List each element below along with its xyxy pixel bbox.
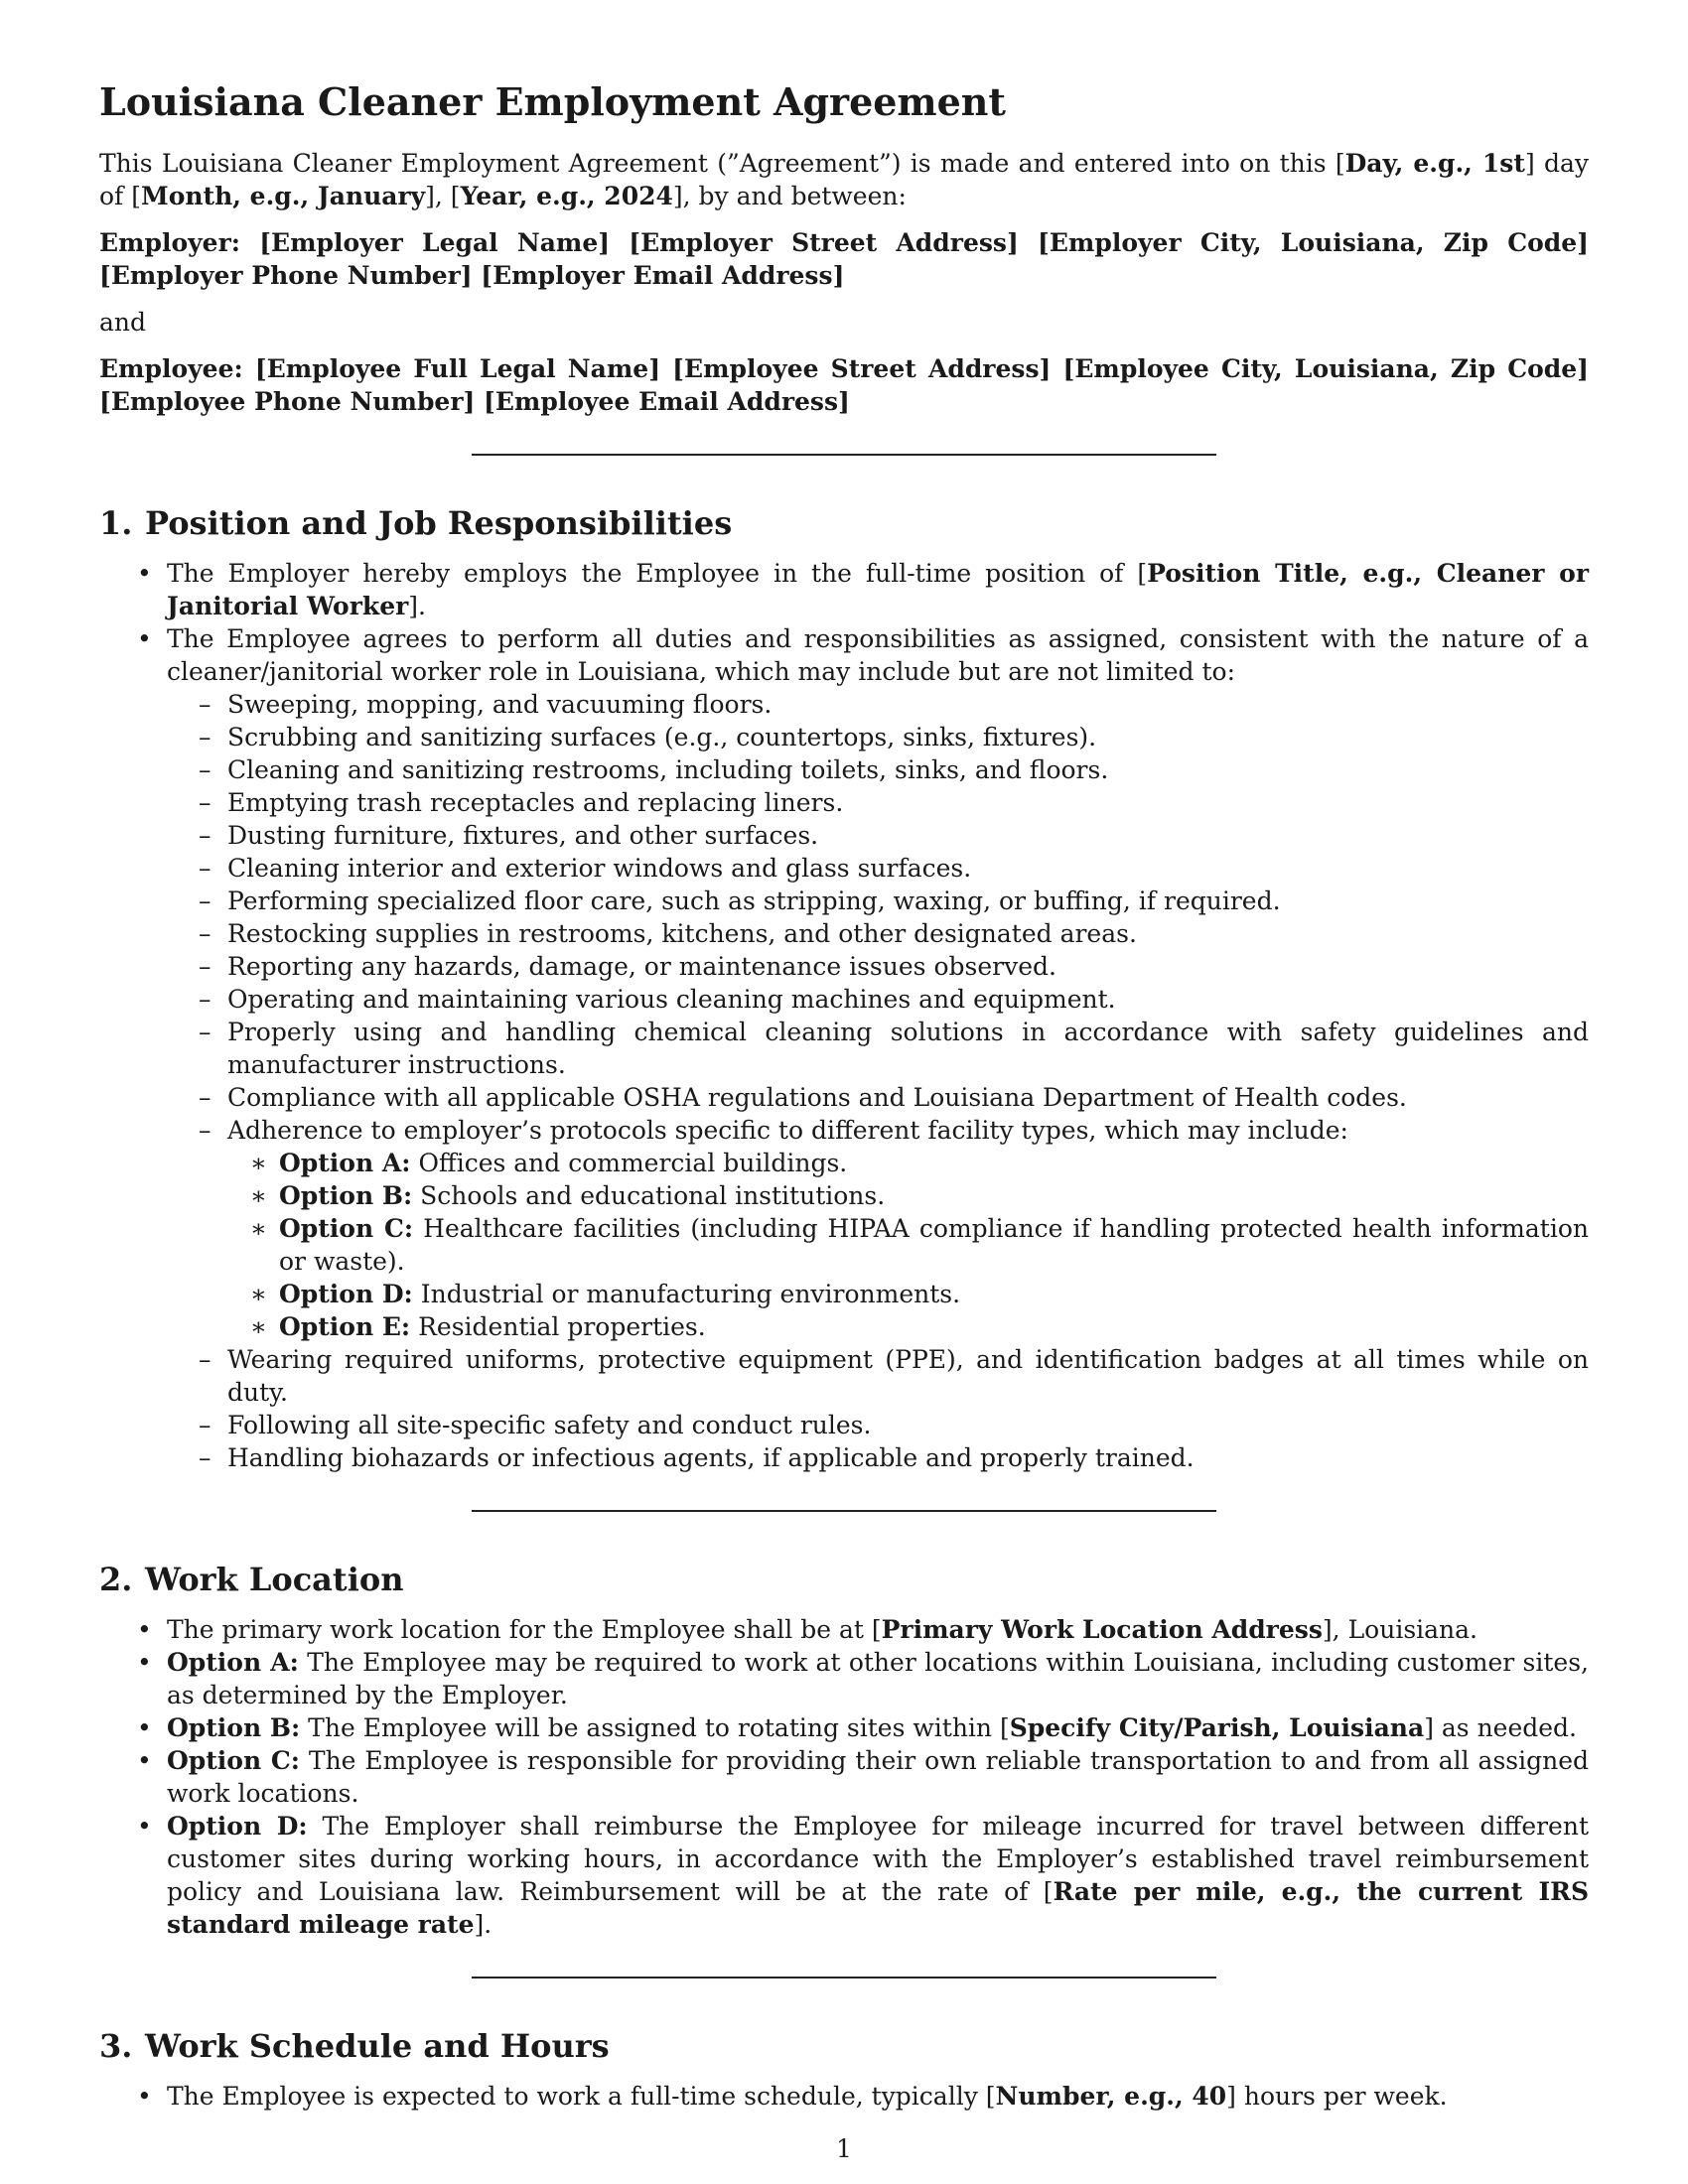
duty-item: – Scrubbing and sanitizing surfaces (e.g., countertops, sinks, fixtures). (99, 721, 1589, 753)
section-2-list (99, 1613, 1589, 1941)
section-3-heading (99, 2026, 1589, 2066)
section-3-list (99, 2080, 1589, 2113)
duty-item: – Dusting furniture, fixtures, and other surfaces. (99, 819, 1589, 852)
intro-text: ], [ (425, 182, 461, 210)
duty-item (99, 1114, 1589, 1343)
and-text: and (99, 308, 147, 337)
document-page (99, 79, 1589, 2113)
employer-block (99, 226, 1589, 292)
mileage-rate-placeholder: Rate per mile, e.g., the current IRS standard mileage rate (167, 1877, 1589, 1939)
facility-option (99, 1212, 1589, 1278)
list-item-text: The Employer hereby employs the Employee in the full-time position of [ (167, 559, 1148, 588)
option-text: The Employer shall reimburse the Employee for mileage incurred for travel between different customer sites during working hours, in accordance with the Employer’s established travel reimbursement policy and Louisiana law. Reimbursement will be at the rate of [ (167, 1812, 1590, 1906)
intro-paragraph (99, 147, 1589, 212)
section-1-list (99, 557, 1589, 1474)
work-location-placeholder: Primary Work Location Address (881, 1615, 1323, 1644)
employee-block (99, 352, 1589, 418)
option-label: Option B: (279, 1181, 413, 1210)
list-item-text: ]. (408, 592, 426, 620)
duty-item: – Properly using and handling chemical cleaning solutions in accordance with safety guidelines and manufacturer instructions. (99, 1016, 1589, 1081)
option-text: Schools and educational institutions. (420, 1181, 886, 1210)
duties-list (167, 688, 1589, 1474)
list-item (99, 1810, 1589, 1941)
list-item (99, 1711, 1589, 1744)
list-item-text: ], Louisiana. (1322, 1615, 1478, 1644)
option-text: Healthcare facilities (including HIPAA compliance if handling protected health information or waste). (279, 1214, 1589, 1276)
option-label: Option B: (167, 1713, 301, 1742)
option-text: The Employee may be required to work at other locations within Louisiana, including customer sites, as determined by the Employer. (167, 1648, 1589, 1709)
section-2-heading (99, 1560, 1589, 1599)
list-item (99, 557, 1589, 622)
duty-item: – Operating and maintaining various cleaning machines and equipment. (99, 983, 1589, 1016)
section-1-heading (99, 503, 1589, 543)
duty-item: – Emptying trash receptacles and replacing liners. (99, 786, 1589, 819)
list-item (99, 1744, 1589, 1810)
duty-item: – Sweeping, mopping, and vacuuming floors. (99, 688, 1589, 721)
section-number: 3. (99, 2027, 133, 2065)
duty-item: – Cleaning interior and exterior windows and glass surfaces. (99, 852, 1589, 885)
position-title-placeholder: Position Title, e.g., Cleaner or Janitorial Worker (167, 559, 1589, 620)
facility-option (99, 1179, 1589, 1212)
duty-item: – Performing specialized floor care, such as stripping, waxing, or buffing, if required. (99, 885, 1589, 917)
option-label: Option D: (167, 1812, 308, 1841)
list-item-text: ] hours per week. (1226, 2082, 1448, 2111)
employer-label: Employer: (99, 228, 240, 257)
month-placeholder: Month, e.g., January (141, 182, 426, 210)
duty-item: – Following all site-specific safety and conduct rules. (99, 1409, 1589, 1441)
section-divider (472, 454, 1216, 456)
option-text: Offices and commercial buildings. (418, 1149, 848, 1177)
section-number: 2. (99, 1561, 133, 1598)
list-item (99, 1613, 1589, 1646)
document-title: Louisiana Cleaner Employment Agreement (99, 79, 1006, 124)
day-placeholder: Day, e.g., 1st (1344, 149, 1525, 178)
list-item (99, 622, 1589, 1474)
list-item-text: The Employee is expected to work a full-time schedule, typically [ (167, 2082, 996, 2111)
section-title: Work Schedule and Hours (145, 2027, 610, 2065)
option-text: The Employee will be assigned to rotating sites within [ (308, 1713, 1010, 1742)
section-title: Work Location (145, 1561, 404, 1598)
facility-option (99, 1147, 1589, 1179)
duty-item: – Reporting any hazards, damage, or maintenance issues observed. (99, 950, 1589, 983)
list-item-text: The Employee agrees to perform all duties and responsibilities as assigned, consistent with the nature of a cleaner/janitorial worker role in Louisiana, which may include but are not limited to: (167, 624, 1589, 686)
option-text: ] as needed. (1424, 1713, 1578, 1742)
option-text: The Employee is responsible for providing their own reliable transportation to and from all assigned work locations. (167, 1746, 1589, 1808)
option-label: Option E: (279, 1312, 411, 1341)
intro-text: ], by and between: (672, 182, 907, 210)
employee-details: [Employee Full Legal Name] [Employee Street Address] [Employee City, Louisiana, Zip Code] [Employee Phone Number] [Employee Email Address] (99, 354, 1589, 416)
duty-item: – Handling biohazards or infectious agents, if applicable and properly trained. (99, 1441, 1589, 1474)
duty-item: – Wearing required uniforms, protective equipment (PPE), and identification badges at all times while on duty. (99, 1343, 1589, 1409)
option-text: ]. (474, 1910, 492, 1939)
option-label: Option C: (279, 1214, 414, 1243)
duty-item-text: Adherence to employer’s protocols specific to different facility types, which may include: (227, 1116, 1348, 1145)
employee-label: Employee: (99, 354, 243, 383)
list-item (99, 1646, 1589, 1711)
option-label: Option A: (279, 1149, 411, 1177)
section-number: 1. (99, 504, 133, 542)
year-placeholder: Year, e.g., 2024 (460, 182, 673, 210)
list-item (99, 2080, 1589, 2113)
option-text: Industrial or manufacturing environments. (420, 1280, 961, 1308)
section-divider (472, 1977, 1216, 1979)
option-label: Option A: (167, 1648, 299, 1677)
duty-item: – Cleaning and sanitizing restrooms, including toilets, sinks, and floors. (99, 753, 1589, 786)
section-divider (472, 1510, 1216, 1512)
employer-details: [Employer Legal Name] [Employer Street Address] [Employer City, Louisiana, Zip Code] [Employer Phone Number] [Employer Email Address] (99, 228, 1589, 290)
option-label: Option C: (167, 1746, 300, 1775)
page-number: 1 (836, 2134, 852, 2163)
city-parish-placeholder: Specify City/Parish, Louisiana (1009, 1713, 1425, 1742)
section-title: Position and Job Responsibilities (145, 504, 733, 542)
option-label: Option D: (279, 1280, 413, 1308)
option-text: Residential properties. (418, 1312, 706, 1341)
intro-text: This Louisiana Cleaner Employment Agreement (”Agreement”) is made and entered into on this [ (99, 149, 1345, 178)
duty-item: – Compliance with all applicable OSHA regulations and Louisiana Department of Health codes. (99, 1081, 1589, 1114)
facility-option (99, 1310, 1589, 1343)
intro-text: ] day of [ (99, 149, 1590, 210)
facility-options-list (227, 1147, 1589, 1343)
hours-placeholder: Number, e.g., 40 (995, 2082, 1227, 2111)
list-item-text: The primary work location for the Employee shall be at [ (167, 1615, 882, 1644)
facility-option (99, 1278, 1589, 1310)
duty-item: – Restocking supplies in restrooms, kitchens, and other designated areas. (99, 917, 1589, 950)
